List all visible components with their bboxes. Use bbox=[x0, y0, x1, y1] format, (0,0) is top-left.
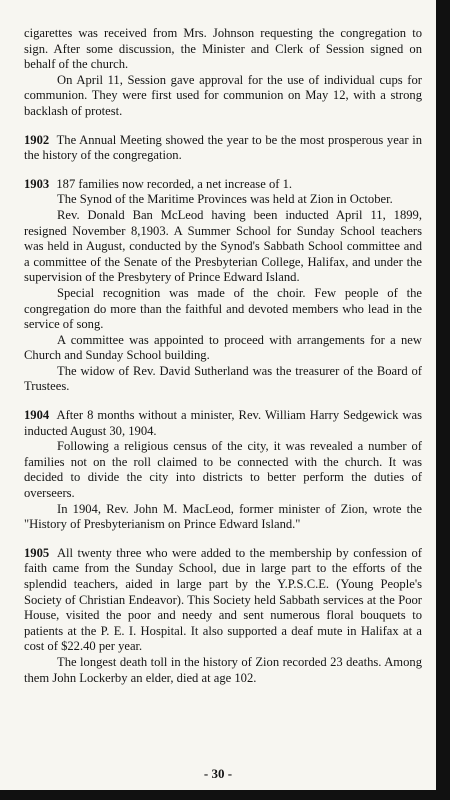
page-number: - 30 - bbox=[203, 766, 233, 781]
section-1902 bbox=[24, 133, 422, 164]
section-1904 bbox=[24, 408, 422, 533]
section-1905 bbox=[24, 546, 422, 686]
intro-section bbox=[24, 26, 422, 120]
paragraph: All twenty three who were added to the membership by confession of faith came from the Sunday School, due in large part to the efforts of the splendid teachers, aided in large part by the Y.P.S.C.E. (Young People's Society of Christian Endeavor). This Society held Sabbath services at the Poor House, visited the poor and needy and sent numerous floral bouquets to patients at the P. E. I. Hospital. It also supported a deaf mute in Halifax at a cost of $22.40 per year. bbox=[24, 545, 422, 654]
paragraph: On April 11, Session gave approval for the use of individual cups for communion. They were first used for communion on May 12, with a strong backlash of protest. bbox=[24, 72, 422, 118]
year-heading: 1902 bbox=[24, 132, 50, 147]
section-1903 bbox=[24, 177, 422, 395]
paragraph: 187 families now recorded, a net increase of 1. bbox=[56, 176, 293, 191]
paragraph: A committee was appointed to proceed with arrangements for a new Church and Sunday School building. bbox=[24, 332, 422, 363]
year-heading: 1905 bbox=[24, 545, 50, 560]
year-heading: 1904 bbox=[24, 408, 50, 423]
paragraph: Special recognition was made of the choir. Few people of the congregation do more than the faithful and devoted members who lead in the service of song. bbox=[24, 285, 422, 332]
year-heading: 1903 bbox=[24, 176, 50, 191]
paragraph: cigarettes was received from Mrs. Johnson requesting the congregation to sign. After some discussion, the Minister and Clerk of Session signed on behalf of the church. bbox=[24, 26, 422, 72]
body-text bbox=[24, 26, 422, 686]
paragraph: In 1904, Rev. John M. MacLeod, former minister of Zion, wrote the "History of Presbyterianism on Prince Edward Island." bbox=[24, 501, 422, 532]
paragraph: Rev. Donald Ban McLeod having been inducted April 11, 1899, resigned November 8,1903. A Summer School for Sunday School teachers was held in August, conducted by the Synod's Sabbath School committee and a committee of the Senate of the Presbyterian College, Halifax, and under the supervision of the Presbytery of Prince Edward Island. bbox=[24, 207, 422, 285]
paragraph: The Annual Meeting showed the year to be the most prosperous year in the history of the congregation. bbox=[24, 132, 423, 163]
paragraph: The Synod of the Maritime Provinces was held at Zion in October. bbox=[57, 192, 393, 207]
paragraph: Following a religious census of the city, it was revealed a number of families not on the roll claimed to be connected with the church. It was decided to divide the city into districts to better perform the duties of overseers. bbox=[24, 439, 422, 501]
paragraph: The longest death toll in the history of Zion recorded 23 deaths. Among them John Lockerby an elder, died at age 102. bbox=[24, 654, 422, 685]
paragraph: After 8 months without a minister, Rev. William Harry Sedgewick was inducted August 30, 1904. bbox=[24, 408, 422, 438]
paragraph: The widow of Rev. David Sutherland was the treasurer of the Board of Trustees. bbox=[24, 363, 422, 394]
